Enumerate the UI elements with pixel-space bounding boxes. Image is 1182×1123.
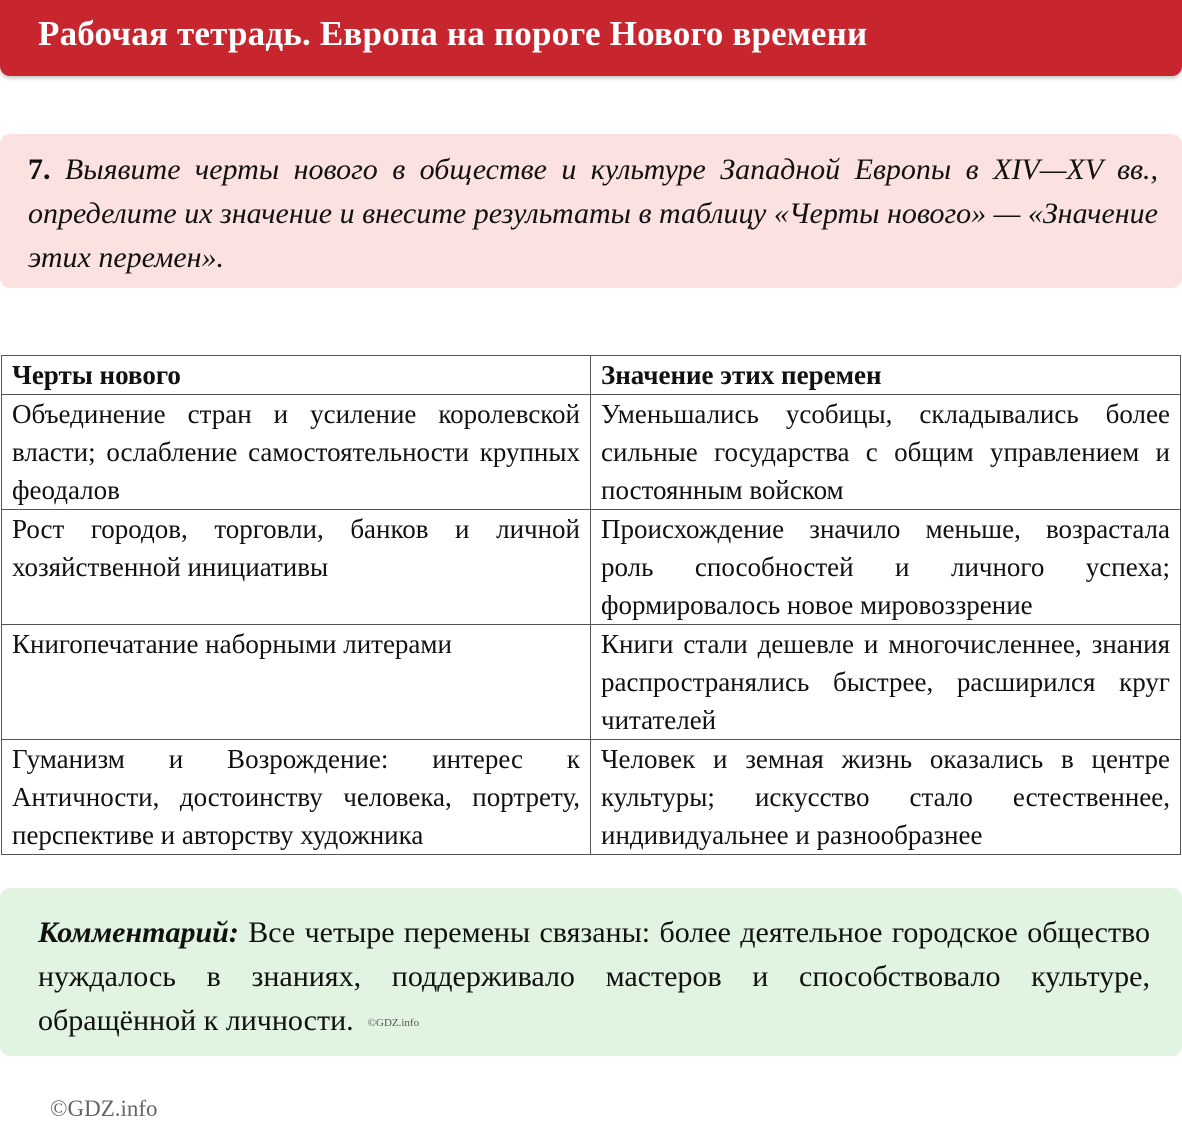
- table-cell: Гуманизм и Возрождение: интерес к Античности, достоинству человека, портрету, перспективе и авторству художника: [2, 740, 591, 855]
- table-row: [2, 395, 1181, 510]
- table-cell: Уменьшались усобицы, складывались более сильные государства с общим управлением и постоянным войском: [591, 395, 1181, 510]
- table-row: [2, 740, 1181, 855]
- task-question: Выявите черты нового в обществе и культуре Западной Европы в XIV—XV вв., определите их значение и внесите результаты в таблицу «Черты нового» — «Значение этих перемен».: [28, 153, 1159, 274]
- column-header-features: Черты нового: [2, 356, 591, 395]
- task-number: 7.: [28, 153, 51, 186]
- table-cell: Человек и земная жизнь оказались в центре культуры; искусство стало естественнее, индивидуальнее и разнообразнее: [591, 740, 1181, 855]
- table-cell: Рост городов, торговли, банков и личной хозяйственной инициативы: [2, 510, 591, 625]
- comment-text: [38, 911, 1150, 1045]
- watermark-small: ©GDZ.info: [367, 1017, 420, 1030]
- answer-table: [1, 355, 1181, 855]
- table-row: [2, 510, 1181, 625]
- table-cell: Происхождение значило меньше, возрастала роль способностей и личного успеха; формировалось новое мировоззрение: [591, 510, 1181, 625]
- table-cell: Книги стали дешевле и многочисленнее, знания распространялись быстрее, расширился круг читателей: [591, 625, 1181, 740]
- table-row: [2, 625, 1181, 740]
- header-bar: [0, 0, 1182, 76]
- page-title: Рабочая тетрадь. Европа на пороге Нового времени: [38, 14, 868, 53]
- comment-body: Все четыре перемены связаны: более деятельное городское общество нуждалось в знаниях, поддерживало мастеров и способствовало культуре, обращённой к личности.: [38, 916, 1151, 1037]
- table-cell: Объединение стран и усиление королевской власти; ослабление самостоятельности крупных феодалов: [2, 395, 591, 510]
- column-header-meaning: Значение этих перемен: [591, 356, 1181, 395]
- comment-label: Комментарий:: [38, 916, 239, 949]
- task-text: [28, 148, 1158, 280]
- table-header-row: [2, 356, 1181, 395]
- table-cell: Книгопечатание наборными литерами: [2, 625, 591, 740]
- footer-watermark: ©GDZ.info: [50, 1096, 158, 1121]
